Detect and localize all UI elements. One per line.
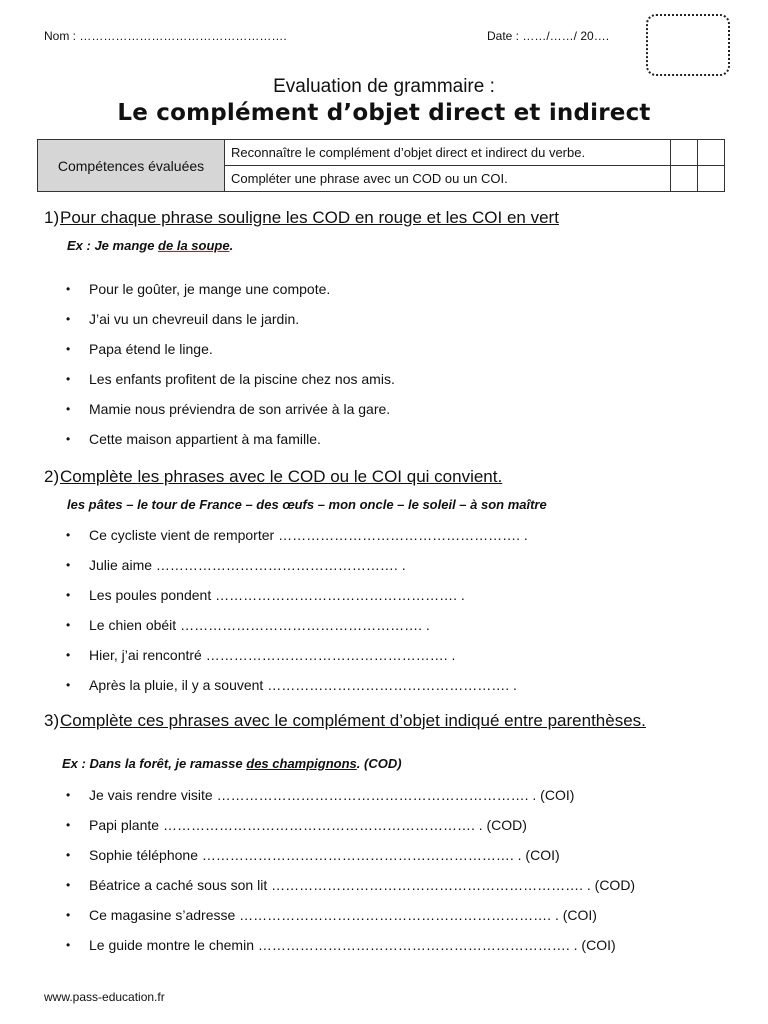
name-field: Nom : ……………………………………………. [44,29,287,43]
table-row [38,140,725,166]
exercise-number: 2) [44,467,60,486]
bullet-icon: • [66,878,71,892]
example-underlined: de la soupe [158,238,230,253]
list-item [62,816,635,846]
competences-label: Compétences évaluées [38,140,225,192]
list-item [62,676,528,706]
exercise2-heading [44,467,744,489]
list-item [62,340,395,370]
bullet-icon: • [66,848,71,862]
example-prefix: Ex : Je mange [67,238,159,253]
list-item [62,586,528,616]
exercise-instruction: Pour chaque phrase souligne les COD en rouge et les COI en vert [60,208,559,227]
competence-text: Compléter une phrase avec un COD ou un COI. [225,166,671,192]
checkbox-cell [671,166,698,192]
bullet-icon: • [66,938,71,952]
bullet-icon: • [66,312,71,326]
checkbox-cell [698,140,725,166]
bullet-icon: • [66,788,71,802]
exercise-instruction: Complète ces phrases avec le complément d’objet indiqué entre parenthèses. [60,711,646,730]
item-text: Le chien obéit ……………………………………………. . [89,617,430,633]
item-text: Ce cycliste vient de remporter ……………………………………………. . [89,527,528,543]
exercise3-list [62,786,635,966]
checkbox-cell [671,140,698,166]
example-prefix: Ex : Dans la forêt, je ramasse [62,756,247,771]
list-item [62,876,635,906]
bullet-icon: • [66,648,71,662]
item-text: Papa étend le linge. [89,341,213,357]
list-item [62,906,635,936]
item-text: Pour le goûter, je mange une compote. [89,281,331,297]
item-text: Après la pluie, il y a souvent ……………………………………………. . [89,677,517,693]
exercise-instruction: Complète les phrases avec le COD ou le COI qui convient. [60,467,503,486]
bullet-icon: • [66,558,71,572]
list-item [62,616,528,646]
exercise-number: 1) [44,208,60,227]
list-item [62,310,395,340]
competence-text: Reconnaître le complément d’objet direct et indirect du verbe. [225,140,671,166]
list-item [62,526,528,556]
bullet-icon: • [66,402,71,416]
item-text: Béatrice a caché sous son lit …………………………………………………………. . (COD) [89,877,636,893]
example-underlined: des champignons [246,756,357,771]
example-suffix: . (COD) [356,756,402,771]
bullet-icon: • [66,282,71,296]
item-text: Les enfants profitent de la piscine chez nos amis. [89,371,395,387]
item-text: Julie aime ……………………………………………. . [89,557,406,573]
bullet-icon: • [66,678,71,692]
list-item [62,370,395,400]
item-text: Ce magasine s’adresse …………………………………………………………. . (COI) [89,907,597,923]
bullet-icon: • [66,342,71,356]
item-text: Papi plante …………………………………………………………. . (COD) [89,817,527,833]
date-field: Date : ……/……/ 20…. [487,29,610,43]
list-item [62,846,635,876]
grade-box [646,14,730,76]
list-item [62,936,635,966]
exercise1-heading [44,208,744,230]
footer-website: www.pass-education.fr [44,990,165,1004]
item-text: J’ai vu un chevreuil dans le jardin. [89,311,300,327]
item-text: Le guide montre le chemin …………………………………………………………. . (COI) [89,937,616,953]
item-text: Hier, j’ai rencontré ……………………………………………. . [89,647,456,663]
page-title: Evaluation de grammaire : [273,76,495,97]
word-bank: les pâtes – le tour de France – des œufs – mon oncle – le soleil – à son maître [67,497,547,512]
item-text: Sophie téléphone …………………………………………………………. . (COI) [89,847,560,863]
example-suffix: . [229,238,234,253]
bullet-icon: • [66,908,71,922]
item-text: Cette maison appartient à ma famille. [89,431,321,447]
bullet-icon: • [66,818,71,832]
competences-table [37,139,725,192]
list-item [62,280,395,310]
exercise2-list [62,526,528,706]
exercise1-list [62,280,395,460]
item-text: Je vais rendre visite …………………………………………………………. . (COI) [89,787,575,803]
bullet-icon: • [66,432,71,446]
bullet-icon: • [66,372,71,386]
page-subtitle: Le complément d’objet direct et indirect [117,100,651,126]
exercise-number: 3) [44,711,60,730]
item-text: Mamie nous préviendra de son arrivée à la gare. [89,401,391,417]
item-text: Les poules pondent ……………………………………………. . [89,587,465,603]
list-item [62,786,635,816]
checkbox-cell [698,166,725,192]
bullet-icon: • [66,618,71,632]
list-item [62,430,395,460]
bullet-icon: • [66,528,71,542]
exercise3-heading [44,711,744,733]
list-item [62,400,395,430]
exercise1-example [67,238,233,253]
exercise3-example [62,756,402,771]
list-item [62,556,528,586]
bullet-icon: • [66,588,71,602]
list-item [62,646,528,676]
